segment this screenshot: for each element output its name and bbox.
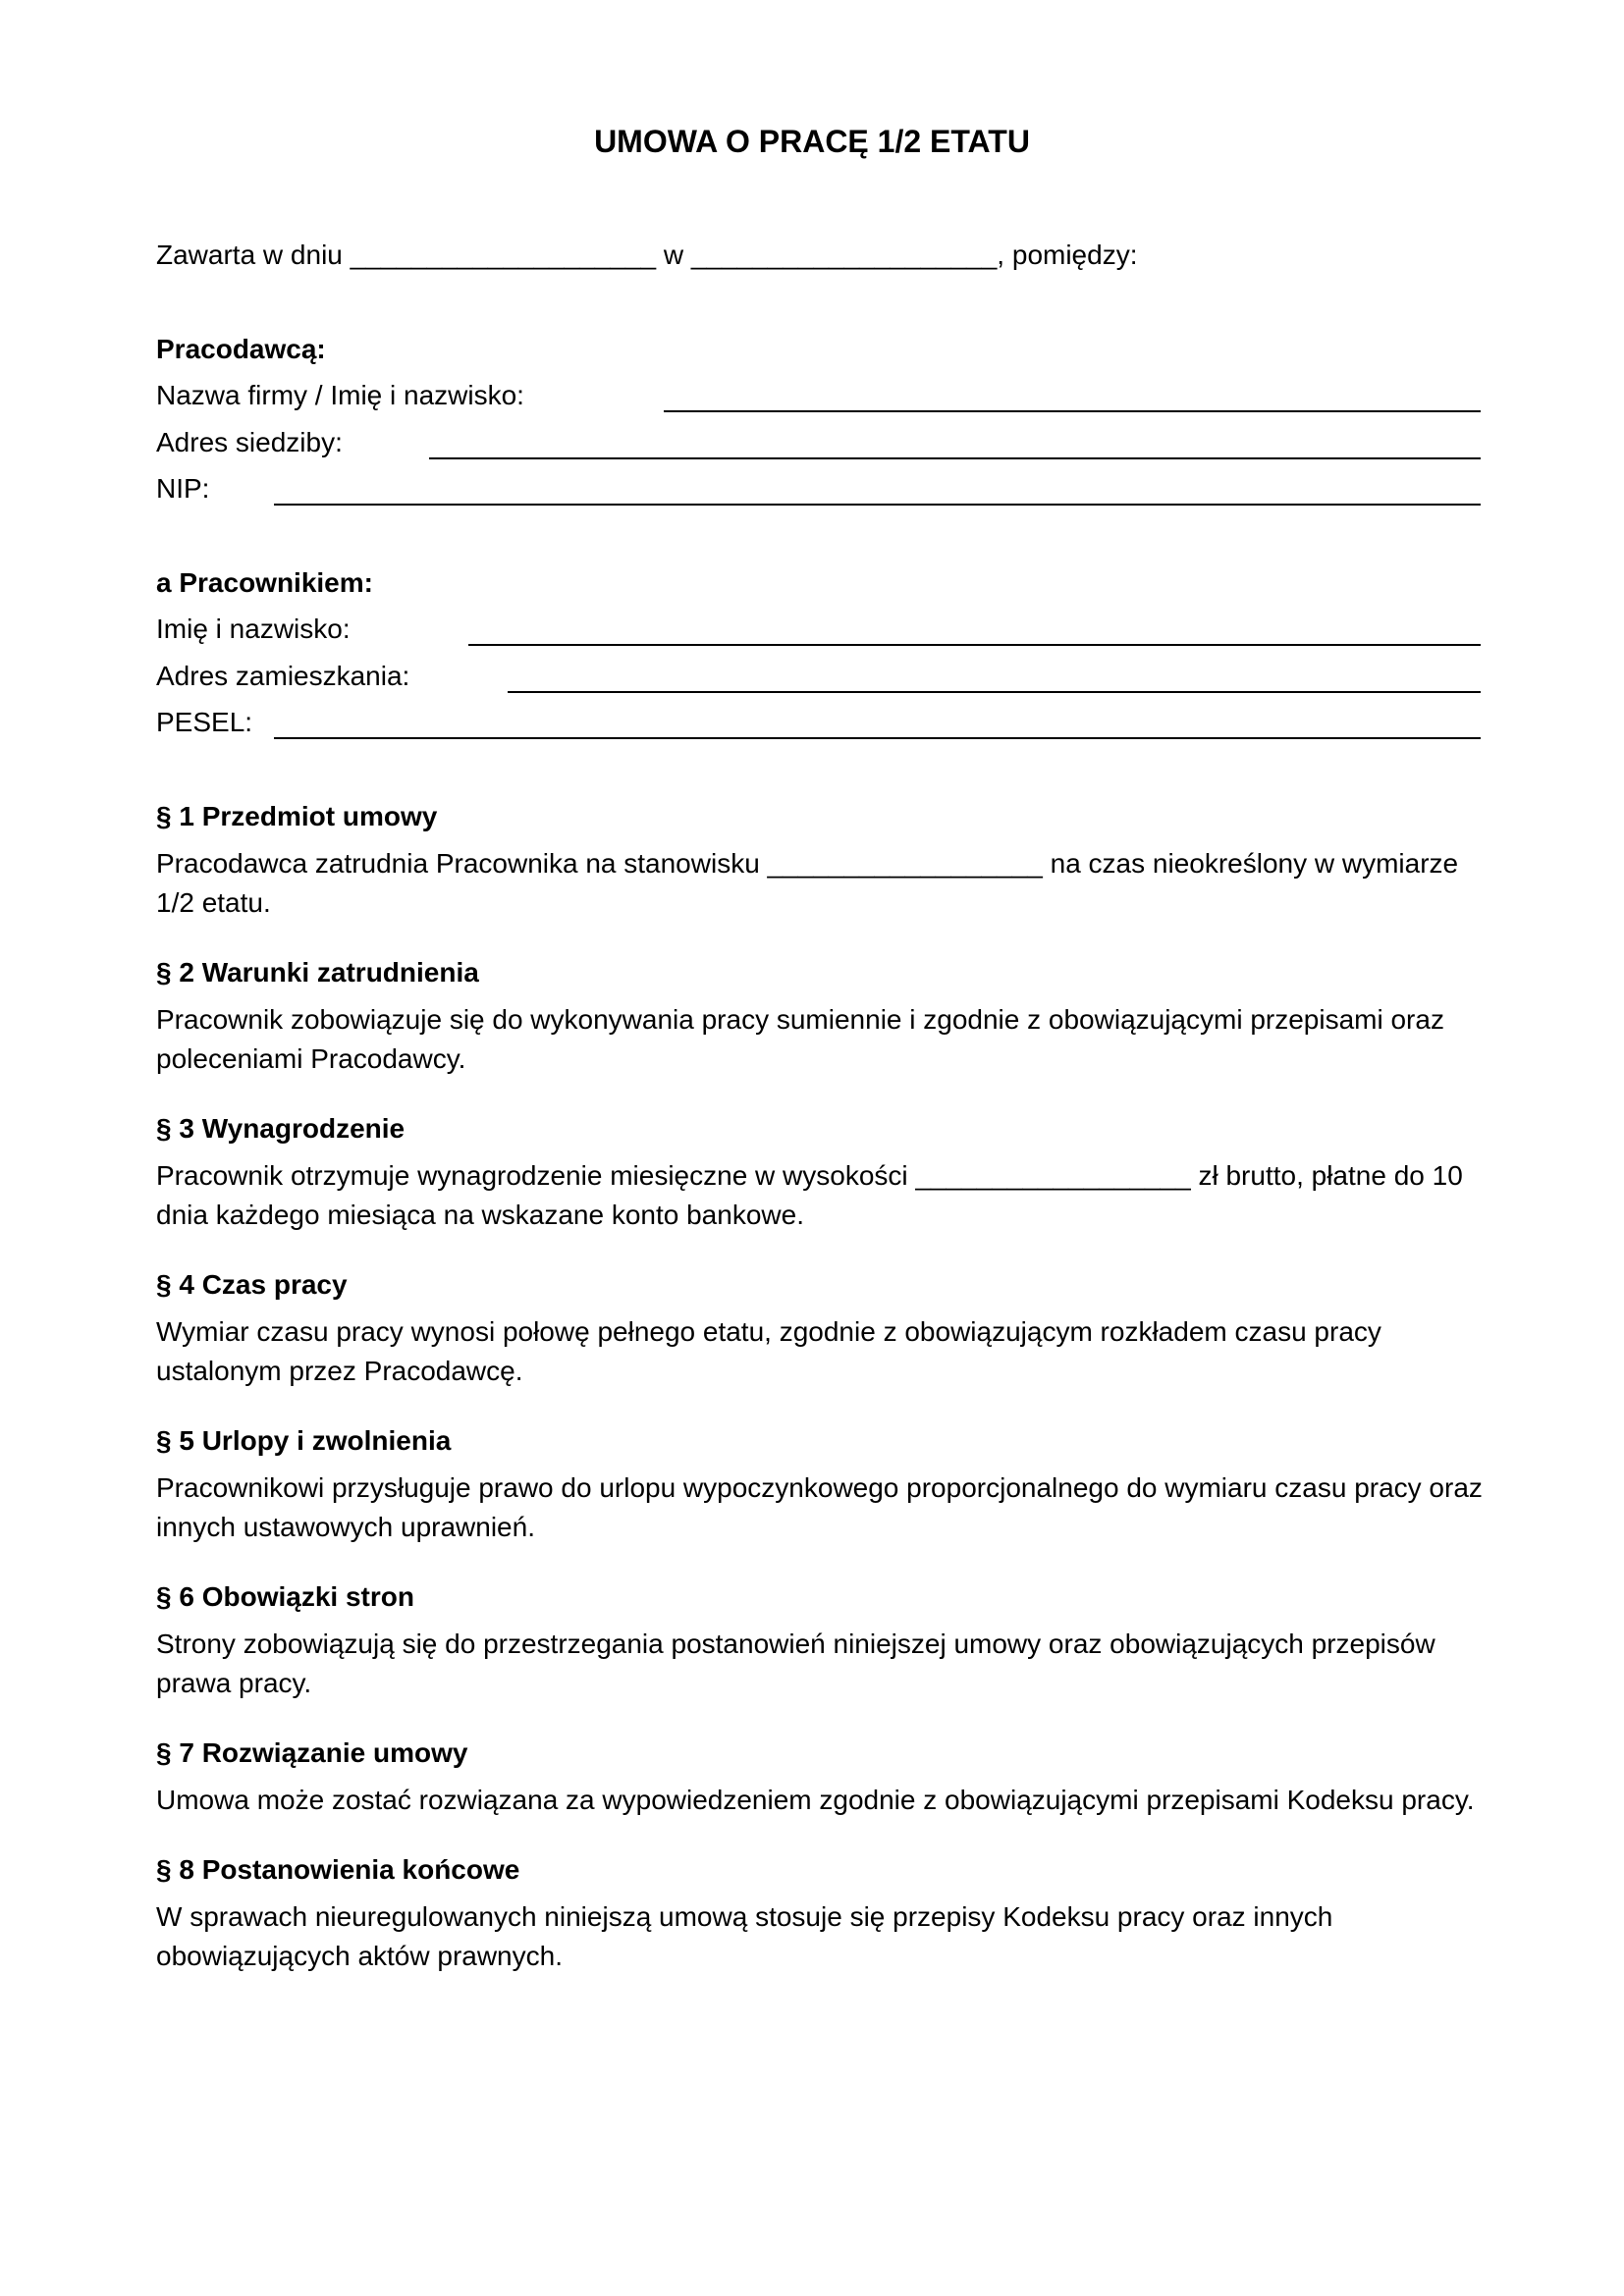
employee-pesel-label: PESEL:	[156, 707, 253, 737]
employer-address-field[interactable]	[429, 457, 1481, 459]
paragraph-2-heading: § 2 Warunki zatrudnienia	[156, 957, 479, 988]
paragraph-5-body: Pracownikowi przysługuje prawo do urlopu wypoczynkowego proporcjonalnego do wymiaru czasu pracy oraz innych ustawowych uprawnień.	[156, 1472, 1483, 1542]
employee-address-label: Adres zamieszkania:	[156, 661, 410, 691]
document-title: UMOWA O PRACĘ 1/2 ETATU	[594, 124, 1030, 159]
employee-address-field[interactable]	[508, 691, 1481, 693]
paragraph-1-body: Pracodawca zatrudnia Pracownika na stanowisku __________________ na czas nieokreślony w wymiarze 1/2 etatu.	[156, 848, 1459, 918]
paragraph-7-heading: § 7 Rozwiązanie umowy	[156, 1737, 468, 1768]
paragraph-2-body: Pracownik zobowiązuje się do wykonywania pracy sumiennie i zgodnie z obowiązującymi przepisami oraz poleceniami Pracodawcy.	[156, 1004, 1444, 1074]
paragraph-4-body: Wymiar czasu pracy wynosi połowę pełnego etatu, zgodnie z obowiązującym rozkładem czasu pracy ustalonym przez Pracodawcę.	[156, 1316, 1381, 1386]
paragraph-8-heading: § 8 Postanowienia końcowe	[156, 1854, 520, 1885]
paragraph-1-heading: § 1 Przedmiot umowy	[156, 801, 438, 831]
paragraph-5-heading: § 5 Urlopy i zwolnienia	[156, 1425, 452, 1456]
paragraph-6-heading: § 6 Obowiązki stron	[156, 1581, 414, 1612]
intro-line: Zawarta w dniu ____________________ w ____________________, pomiędzy:	[156, 240, 1138, 270]
paragraph-4-heading: § 4 Czas pracy	[156, 1269, 348, 1300]
employee-pesel-field[interactable]	[274, 737, 1481, 739]
employer-name-field[interactable]	[664, 410, 1481, 412]
paragraph-8-body: W sprawach nieuregulowanych niniejszą umową stosuje się przepisy Kodeksu pracy oraz innych obowiązujących aktów prawnych.	[156, 1901, 1333, 1971]
paragraph-7-body: Umowa może zostać rozwiązana za wypowiedzeniem zgodnie z obowiązującymi przepisami Kodeksu pracy.	[156, 1785, 1475, 1815]
employee-name-field[interactable]	[468, 644, 1481, 646]
employee-name-label: Imię i nazwisko:	[156, 614, 351, 644]
employer-name-label: Nazwa firmy / Imię i nazwisko:	[156, 380, 524, 410]
employer-nip-label: NIP:	[156, 473, 210, 504]
employer-address-label: Adres siedziby:	[156, 427, 343, 457]
paragraph-3-body: Pracownik otrzymuje wynagrodzenie miesięczne w wysokości __________________ zł brutto, płatne do 10 dnia każdego miesiąca na wskazane konto bankowe.	[156, 1160, 1463, 1230]
employer-nip-field[interactable]	[274, 504, 1481, 506]
employer-heading: Pracodawcą:	[156, 334, 326, 364]
paragraph-6-body: Strony zobowiązują się do przestrzegania postanowień niniejszej umowy oraz obowiązujących przepisów prawa pracy.	[156, 1629, 1435, 1698]
employee-heading: a Pracownikiem:	[156, 567, 373, 598]
paragraph-3-heading: § 3 Wynagrodzenie	[156, 1113, 406, 1144]
